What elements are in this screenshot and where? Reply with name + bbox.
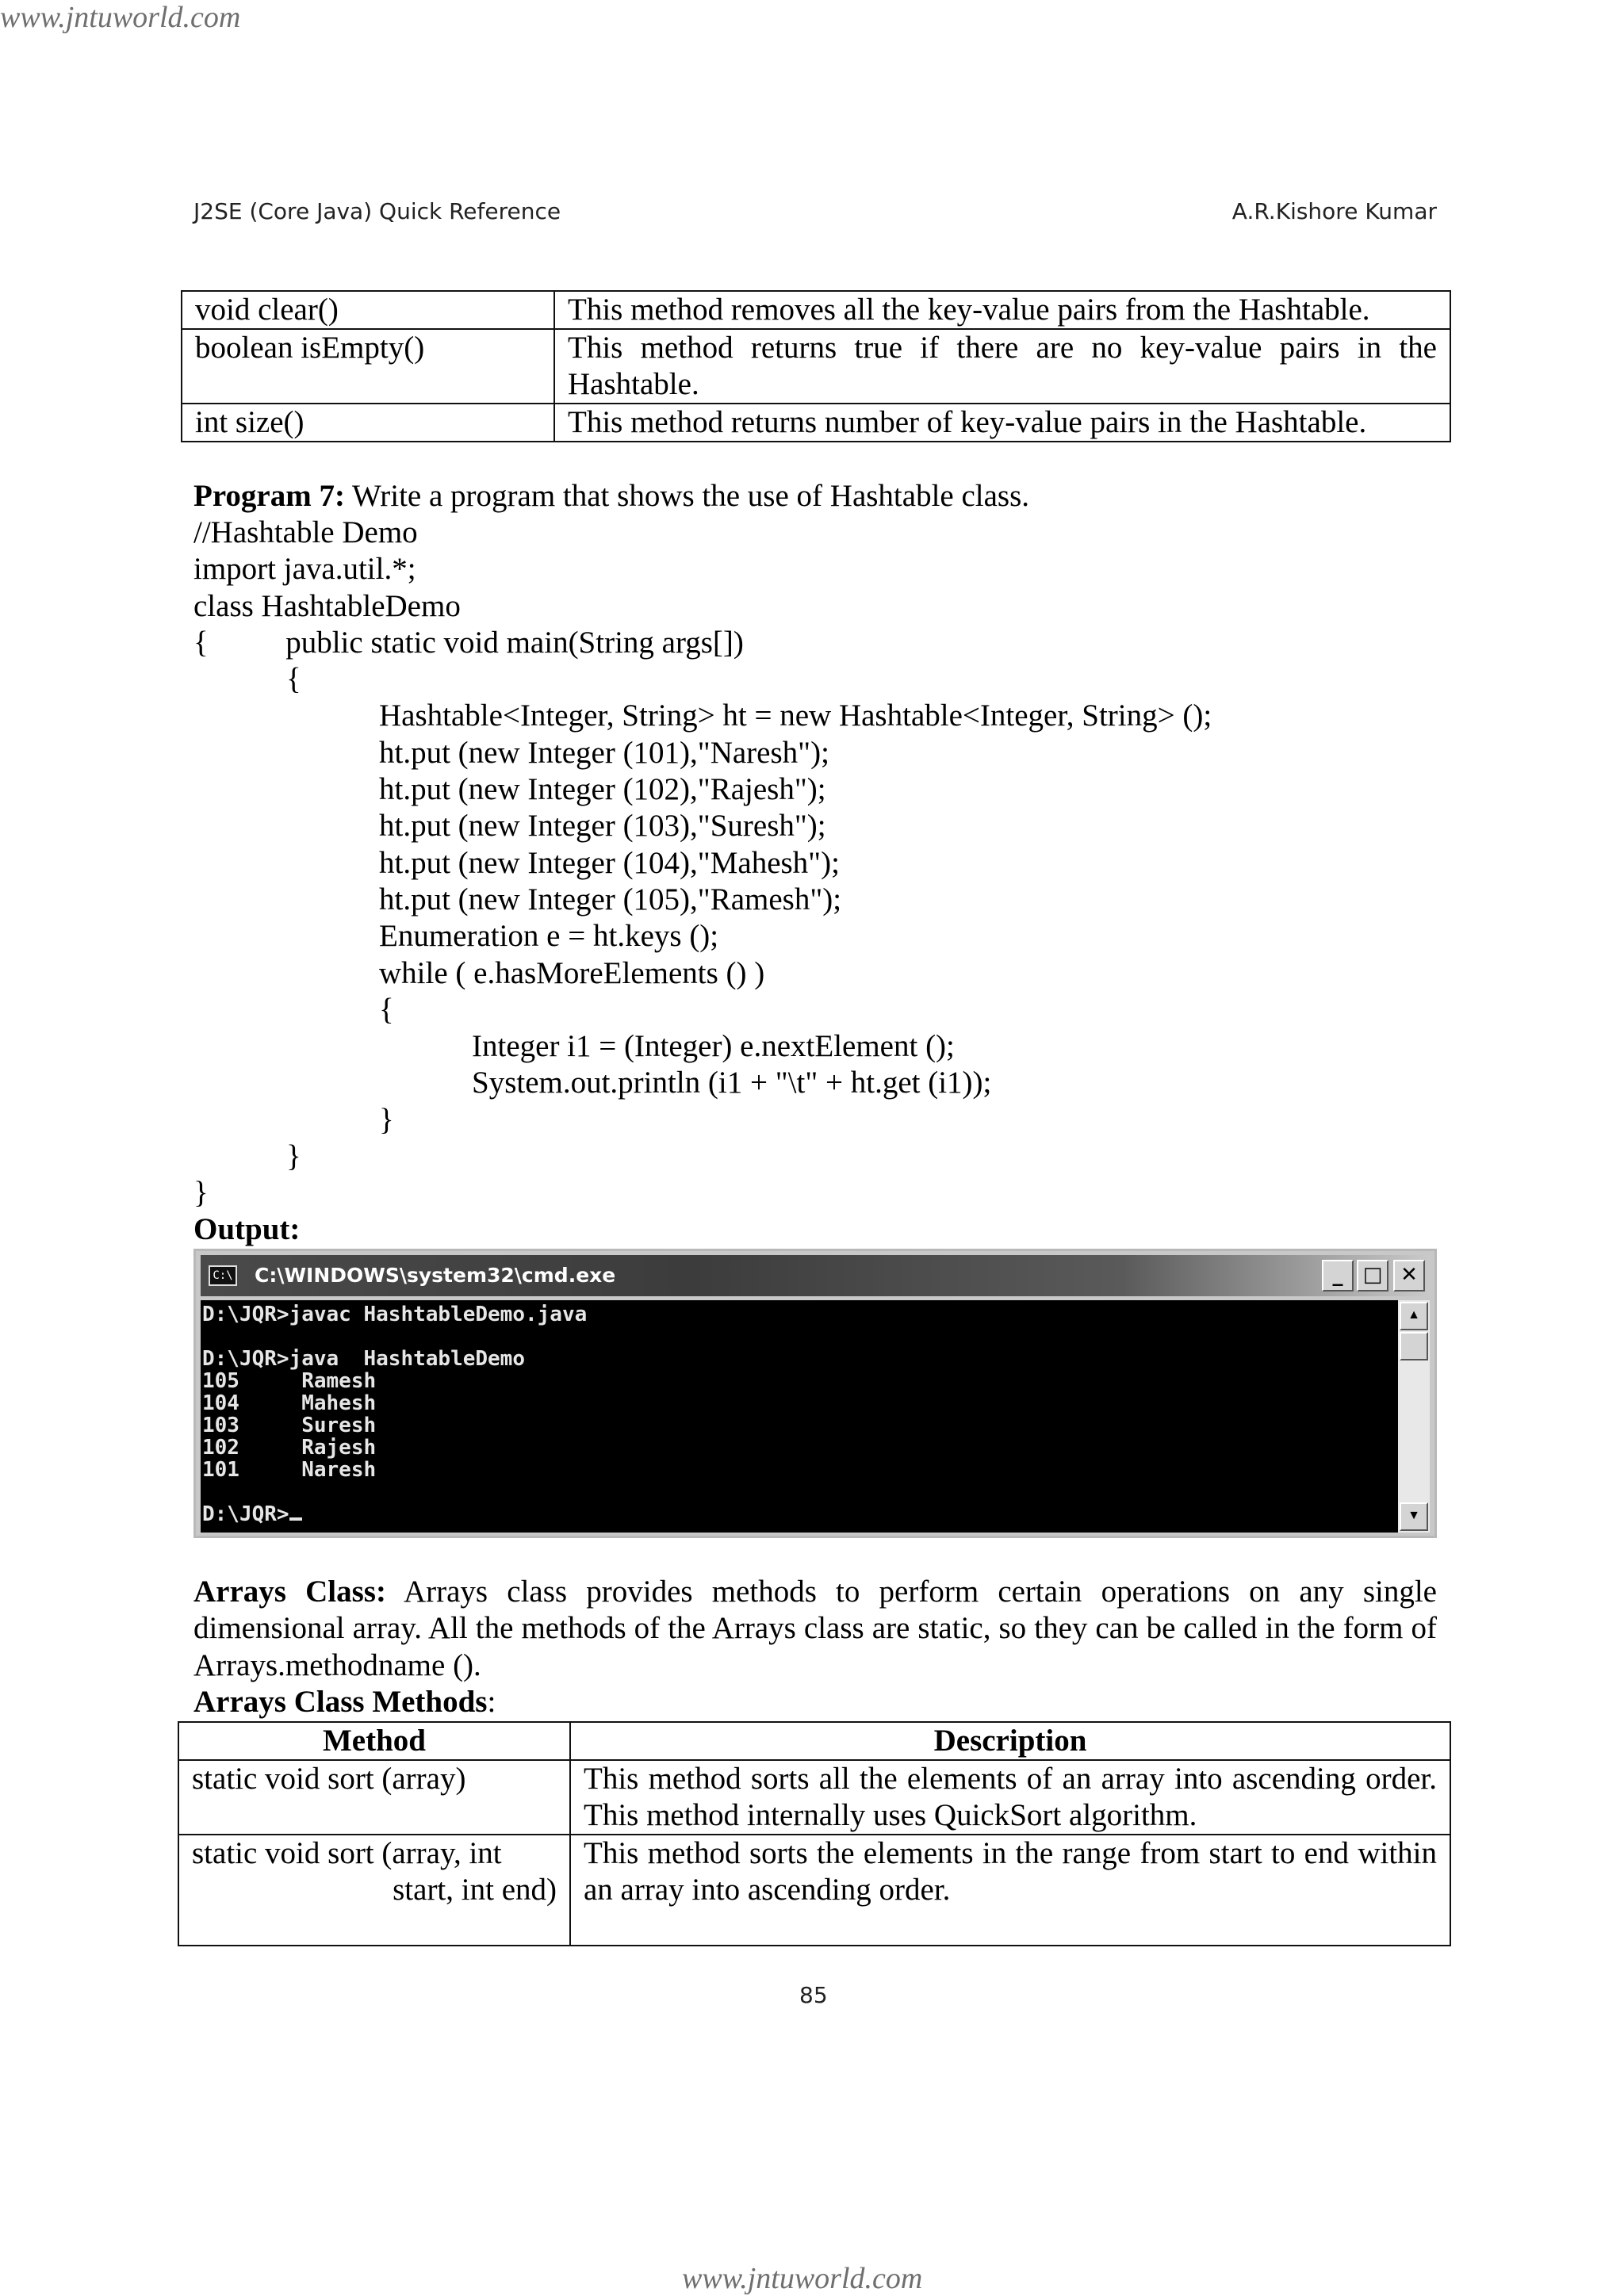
scroll-up-arrow-icon[interactable]: ▲	[1400, 1302, 1428, 1330]
code-line: {	[193, 662, 301, 697]
method-cell: int size()	[182, 404, 554, 442]
description-cell: This method returns true if there are no key-value pairs in the Hashtable.	[554, 329, 1450, 404]
description-cell: This method returns number of key-value pairs in the Hashtable.	[554, 404, 1450, 442]
method-cell	[178, 1835, 570, 1946]
code-line: }	[193, 1139, 301, 1174]
console-text	[201, 1300, 1398, 1525]
code-line: }	[193, 1102, 394, 1137]
program-label: Program 7:	[193, 479, 345, 513]
scrollbar-thumb[interactable]	[1400, 1332, 1428, 1360]
method-cell: void clear()	[182, 291, 554, 329]
code-line: ht.put (new Integer (104),"Mahesh");	[193, 845, 840, 880]
console-line: D:\JQR>java HashtableDemo	[202, 1347, 525, 1371]
console-cursor	[289, 1517, 302, 1521]
console-line: D:\JQR>	[202, 1503, 1398, 1525]
console-output[interactable]	[201, 1300, 1398, 1533]
console-line	[202, 1326, 1398, 1348]
console-line: 105 Ramesh	[202, 1369, 377, 1393]
arrays-methods-heading-text: Arrays Class Methods	[193, 1685, 488, 1719]
console-window	[193, 1249, 1437, 1538]
code-line: { public static void main(String args[])	[193, 625, 744, 660]
method-line-1: static void sort (array, int	[192, 1836, 502, 1870]
table-row	[182, 329, 1450, 404]
console-title: C:\WINDOWS\system32\cmd.exe	[255, 1264, 616, 1287]
code-line: ht.put (new Integer (103),"Suresh");	[193, 809, 826, 844]
code-line: import java.util.*;	[193, 552, 416, 587]
console-line: D:\JQR>javac HashtableDemo.java	[202, 1303, 588, 1326]
code-line: Integer i1 = (Integer) e.nextElement ();	[193, 1029, 955, 1064]
minimize-button[interactable]: _	[1322, 1260, 1354, 1292]
table-row	[178, 1835, 1450, 1946]
console-line	[202, 1481, 1398, 1503]
column-header-description: Description	[570, 1722, 1450, 1760]
table-row	[182, 291, 1450, 329]
method-cell: static void sort (array)	[178, 1760, 570, 1835]
code-line: Hashtable<Integer, String> ht = new Hashtable<Integer, String> ();	[193, 698, 1212, 733]
console-scrollbar[interactable]	[1398, 1300, 1430, 1533]
console-line: 102 Rajesh	[202, 1436, 377, 1460]
arrays-heading: Arrays Class:	[193, 1575, 386, 1609]
program-heading	[193, 478, 1029, 515]
scroll-down-arrow-icon[interactable]: ▼	[1400, 1502, 1428, 1531]
close-button[interactable]: ✕	[1393, 1260, 1425, 1292]
console-titlebar[interactable]	[201, 1255, 1430, 1296]
code-line: class HashtableDemo	[193, 588, 461, 623]
arrays-paragraph	[193, 1574, 1437, 1684]
code-line: {	[193, 992, 394, 1027]
table-row	[182, 404, 1450, 442]
code-line: }	[193, 1176, 209, 1211]
description-cell: This method sorts the elements in the range from start to end within an array into ascending order.	[570, 1835, 1450, 1946]
arrays-methods-colon: :	[487, 1685, 496, 1719]
hashtable-methods-table	[181, 290, 1451, 442]
description-cell: This method sorts all the elements of an array into ascending order. This method internally uses QuickSort algorithm.	[570, 1760, 1450, 1835]
code-line: while ( e.hasMoreElements () )	[193, 955, 765, 990]
code-line: ht.put (new Integer (105),"Ramesh");	[193, 882, 842, 916]
method-line-2: start, int end)	[393, 1873, 557, 1907]
method-cell: boolean isEmpty()	[182, 329, 554, 404]
program-title: Write a program that shows the use of Hashtable class.	[344, 479, 1030, 513]
arrays-methods-heading	[193, 1684, 496, 1720]
watermark-top: www.jntuworld.com	[0, 1, 241, 34]
code-line: //Hashtable Demo	[193, 515, 418, 549]
description-cell: This method removes all the key-value pairs from the Hashtable.	[554, 291, 1450, 329]
console-app-icon: C:\	[209, 1265, 237, 1286]
table-row	[178, 1760, 1450, 1835]
arrays-text: Arrays class provides methods to perform certain operations on any single dimensional array. All the methods of the Arrays class are static, so they can be called in the form of Arrays.methodname ().	[193, 1575, 1437, 1682]
console-line: 104 Mahesh	[202, 1391, 377, 1415]
console-line: 101 Naresh	[202, 1458, 377, 1482]
program-code	[193, 515, 1212, 1212]
output-label: Output:	[193, 1212, 301, 1246]
console-line: 103 Suresh	[202, 1414, 377, 1437]
header-right: A.R.Kishore Kumar	[1231, 198, 1437, 224]
header-left: J2SE (Core Java) Quick Reference	[193, 198, 561, 224]
table-header-row	[178, 1722, 1450, 1760]
arrays-methods-table	[178, 1721, 1451, 1946]
maximize-button[interactable]: □	[1357, 1260, 1388, 1292]
code-line: Enumeration e = ht.keys ();	[193, 919, 719, 954]
page-number: 85	[799, 1982, 828, 2008]
code-line: ht.put (new Integer (102),"Rajesh");	[193, 772, 826, 807]
column-header-method: Method	[178, 1722, 570, 1760]
code-line: ht.put (new Integer (101),"Naresh");	[193, 735, 829, 770]
watermark-bottom: www.jntuworld.com	[682, 2262, 923, 2295]
code-line: System.out.println (i1 + "\t" + ht.get (i1));	[193, 1066, 992, 1100]
